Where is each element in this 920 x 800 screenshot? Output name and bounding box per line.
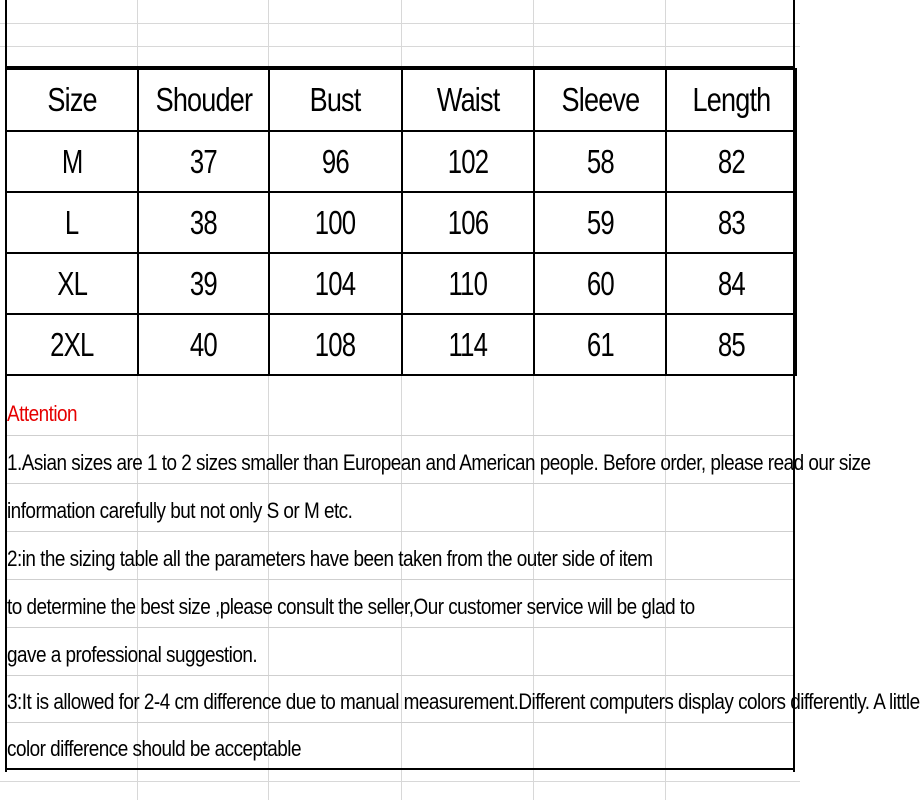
table-cell: 2XL [6,314,138,375]
table-cell: 102 [402,131,534,192]
table-row [6,314,796,375]
table-row [6,192,796,253]
note-line: 2:in the sizing table all the parameters have been taken from the outer side of item [7,546,653,571]
table-cell: 108 [269,314,402,375]
table-cell: 85 [666,314,796,375]
table-cell: 114 [402,314,534,375]
header-sleeve: Sleeve [534,69,666,131]
header-bust: Bust [269,69,402,131]
table-cell: 104 [269,253,402,314]
table-cell: 100 [269,192,402,253]
note-line: information carefully but not only S or M etc. [7,498,353,523]
size-chart-table [5,68,797,376]
note-line: to determine the best size ,please consult the seller,Our customer service will be glad to [7,594,695,619]
table-cell: 59 [534,192,666,253]
note-line: 1.Asian sizes are 1 to 2 sizes smaller than European and American people. Before order, please read our size [7,450,871,475]
table-cell: 84 [666,253,796,314]
table-cell: L [6,192,138,253]
table-row [6,253,796,314]
header-waist: Waist [402,69,534,131]
note-line: color difference should be acceptable [7,736,302,761]
table-cell: 83 [666,192,796,253]
header-size: Size [6,69,138,131]
table-cell: 106 [402,192,534,253]
table-cell: 38 [138,192,269,253]
table-cell: 61 [534,314,666,375]
table-cell: 40 [138,314,269,375]
note-line: 3:It is allowed for 2-4 cm difference due to manual measurement.Different computers display colors differently. A little [7,689,920,714]
table-cell: 39 [138,253,269,314]
table-cell: 60 [534,253,666,314]
table-cell: 82 [666,131,796,192]
table-row [6,131,796,192]
table-cell: 37 [138,131,269,192]
table-cell: 58 [534,131,666,192]
attention-title: Attention [7,401,78,426]
header-length: Length [666,69,796,131]
table-cell: M [6,131,138,192]
header-shoulder: Shouder [138,69,269,131]
table-cell: 110 [402,253,534,314]
table-header-row [6,69,796,131]
notes-section [7,386,920,770]
table-cell: XL [6,253,138,314]
table-cell: 96 [269,131,402,192]
note-line: gave a professional suggestion. [7,642,258,667]
